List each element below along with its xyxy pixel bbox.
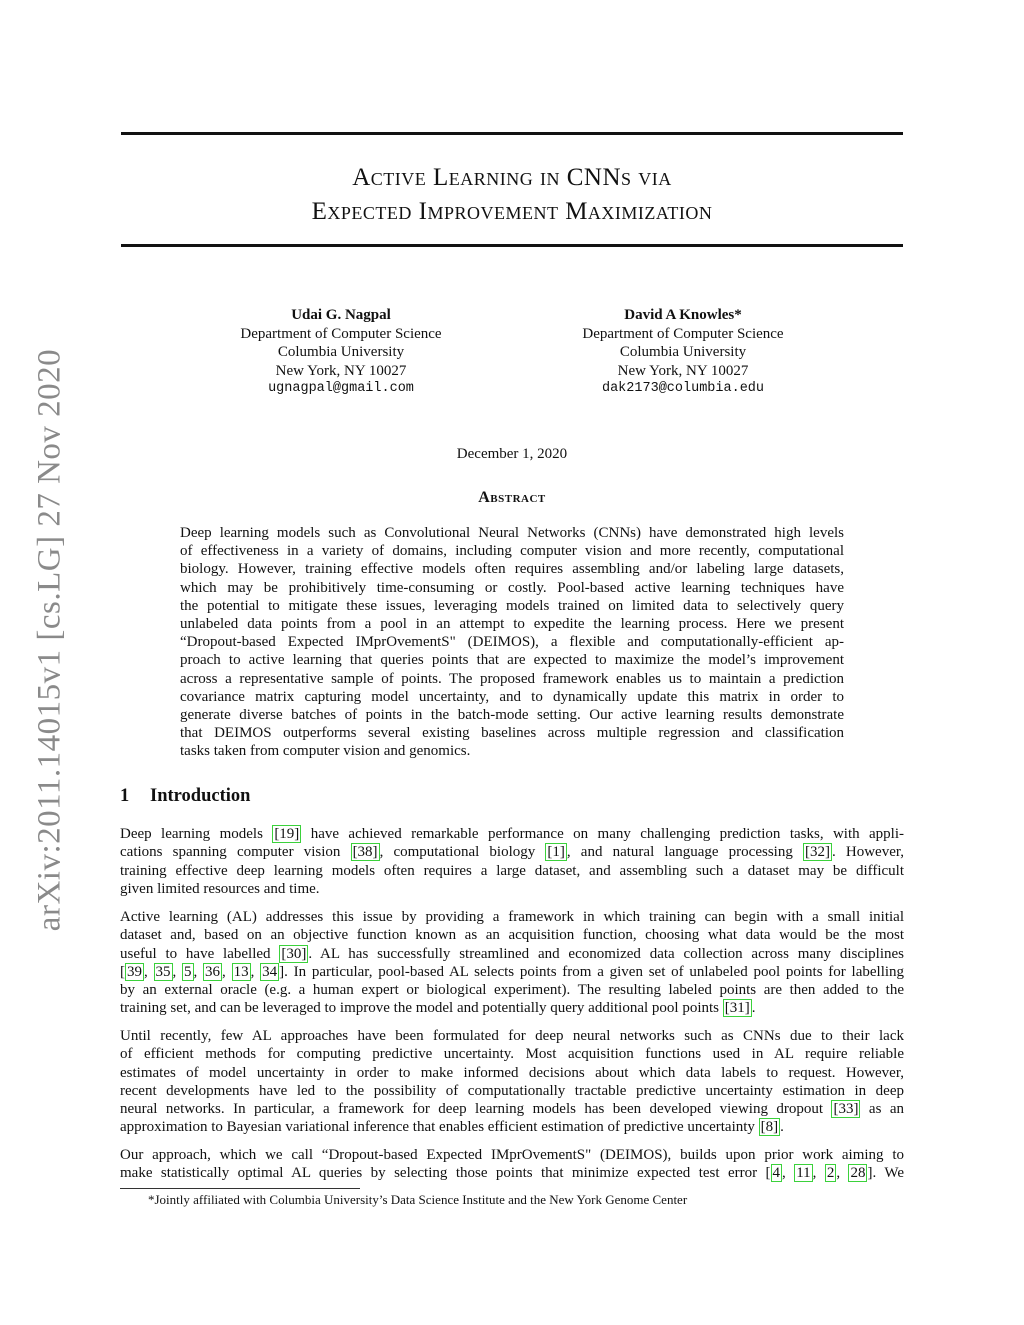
text-line: approximation to Bayesian variational inference that enables efficient estimation of predictive uncertainty [8] . xyxy=(120,1119,784,1136)
author-city: New York, NY 10027 xyxy=(275,362,407,379)
text-line: Until recently, few AL approaches have been formulated for deep neural networks such as CNNs due to their lack xyxy=(120,1028,904,1044)
citation-link[interactable]: [19] xyxy=(274,826,300,842)
citation-link[interactable]: 11 xyxy=(796,1165,811,1182)
abstract-line: generate diverse batches of points in the batch-mode setting. Our active learning results demonstrate xyxy=(180,707,844,724)
abstract-line: the potential to mitigate these issues, leveraging models trained on limited data to selectively query xyxy=(180,597,844,614)
paper-title-line1: Active Learning in CNNs via xyxy=(352,164,672,191)
citation-link[interactable]: 34 xyxy=(262,963,278,980)
citation-link[interactable]: [38] xyxy=(352,844,378,861)
intro-paragraph-2 xyxy=(120,908,904,1018)
abstract-line: tasks taken from computer vision and genomics. xyxy=(180,743,471,760)
section-title: Introduction xyxy=(150,786,251,806)
abstract-heading: Abstract xyxy=(478,489,546,506)
citation-link[interactable]: 28 xyxy=(850,1165,866,1182)
text-line: training effective deep learning models often requires a large dataset, and assembling such a dataset may be difficult xyxy=(120,862,904,879)
title-bottom-rule xyxy=(121,244,903,247)
author-block-2 xyxy=(518,306,848,399)
footnote-rule xyxy=(120,1188,360,1189)
text-line: given limited resources and time. xyxy=(120,880,320,897)
abstract-body xyxy=(180,524,844,761)
text-line: Active learning (AL) addresses this issue by providing a framework in which training can begin with a small initial xyxy=(120,909,904,925)
text-line: cations spanning computer vision [38] , computational biology [1] , and natural language processing [32] . However, xyxy=(120,844,905,861)
author-univ: Columbia University xyxy=(619,344,747,360)
paper-title-line2: Expected Improvement Maximization xyxy=(311,198,713,225)
citation-link[interactable]: 13 xyxy=(233,963,249,980)
text-line: dataset and, based on an objective function known as an acquisition function, choosing what data would be the most xyxy=(120,927,904,944)
author-email[interactable]: dak2173@columbia.edu xyxy=(601,381,765,396)
citation-link[interactable]: 39 xyxy=(127,963,142,980)
citation-link[interactable]: [32] xyxy=(804,844,830,861)
text-line: neural networks. In particular, a framework for deep learning models has been developed viewing dropout [33] as an xyxy=(120,1101,904,1118)
section-number: 1 xyxy=(120,786,130,806)
text-line: recent developments have led to the possibility of computationally tractable predictive uncertainty estimation in deep xyxy=(120,1082,904,1099)
text-line: Our approach, which we call “Dropout-based Expected IMprOvementS" (DEIMOS), builds upon prior work aiming to xyxy=(120,1147,904,1163)
text-line: estimates of model uncertainty in order to make informed decisions about which data labels to request. However, xyxy=(120,1064,904,1081)
author-univ: Columbia University xyxy=(277,344,405,360)
abstract-line: of effectiveness in a variety of domains, including computer vision and more recently, computational xyxy=(180,543,844,560)
author-name: David A Knowles* xyxy=(624,307,742,323)
abstract-line: Deep learning models such as Convolutional Neural Networks (CNNs) have demonstrated high levels xyxy=(180,525,844,541)
text-line: useful to have labelled [30] . AL has successfully streamlined and economized data collection across many disciplines xyxy=(120,945,904,962)
text-line: [ 39 , 35 , 5 , 36 , 13 , 34 ]. In particular, pool-based AL selects points from a given set of unlabeled pool points for labelling xyxy=(120,963,905,980)
abstract-line: which may be prohibitively time-consuming or costly. Pool-based active learning techniques have xyxy=(180,579,844,596)
citation-link[interactable]: 36 xyxy=(205,963,221,980)
author-name: Udai G. Nagpal xyxy=(291,307,391,323)
intro-paragraph-3 xyxy=(120,1027,904,1137)
abstract-line: biology. However, training effective models often requires assembling and/or labeling large datasets, xyxy=(180,561,844,578)
intro-paragraph-4 xyxy=(120,1146,904,1183)
author-dept: Department of Computer Science xyxy=(240,325,442,342)
text-line: Deep learning models [19] have achieved remarkable performance on many challenging prediction tasks, with appli- xyxy=(120,826,905,842)
footnote: *Jointly affiliated with Columbia University’s Data Science Institute and the New York Genome Center xyxy=(148,1192,688,1207)
paper-date: December 1, 2020 xyxy=(456,446,568,462)
text-line: training set, and can be leveraged to improve the model and potentially query additional pool points [31] . xyxy=(120,1000,756,1017)
arxiv-sidebar-id: arXiv:2011.14015v1 [cs.LG] 27 Nov 2020 xyxy=(31,348,68,932)
author-block-1 xyxy=(176,306,506,399)
title-top-rule xyxy=(121,132,903,135)
author-email[interactable]: ugnagpal@gmail.com xyxy=(268,381,414,396)
citation-link[interactable]: 4 xyxy=(772,1165,781,1182)
citation-link[interactable]: [30] xyxy=(281,945,307,962)
text-line: make statistically optimal AL queries by selecting those points that minimize expected test error [ 4 , 11 , 2 , 28 ]. We xyxy=(120,1165,904,1182)
citation-link[interactable]: 5 xyxy=(184,963,192,980)
author-city: New York, NY 10027 xyxy=(617,362,749,379)
text-line: of efficient methods for computing predictive uncertainty. Most acquisition functions used in AL require reliable xyxy=(120,1046,904,1063)
intro-paragraph-1 xyxy=(120,825,904,898)
citation-link[interactable]: [33] xyxy=(833,1101,859,1118)
abstract-line: proach to active learning that queries points that are expected to maximize the model’s improvement xyxy=(180,652,844,669)
text-line: by an external oracle (e.g. a human expert or biological experiment). The resulting labeled points are then added to the xyxy=(120,982,904,999)
citation-link[interactable]: [31] xyxy=(724,1000,750,1017)
citation-link[interactable]: [1] xyxy=(547,844,565,861)
section-heading-introduction xyxy=(120,786,250,807)
citation-link[interactable]: 35 xyxy=(155,963,171,980)
citation-link[interactable]: [8] xyxy=(760,1119,779,1136)
abstract-line: that DEIMOS outperforms several existing baselines across multiple regression and classification xyxy=(180,725,844,742)
abstract-line: “Dropout-based Expected IMprOvementS" (DEIMOS), a flexible and computationally-efficient ap- xyxy=(180,634,844,651)
abstract-line: unlabeled data points from a pool in an attempt to expedite the learning process. Here we present xyxy=(180,616,844,633)
abstract-line: across a representative sample of points. The proposed framework enables us to maintain a prediction xyxy=(180,670,844,687)
abstract-line: covariance matrix capturing model uncertainty, and to dynamically update this matrix in order to xyxy=(180,688,844,705)
author-dept: Department of Computer Science xyxy=(582,325,784,342)
citation-link[interactable]: 2 xyxy=(826,1165,835,1182)
